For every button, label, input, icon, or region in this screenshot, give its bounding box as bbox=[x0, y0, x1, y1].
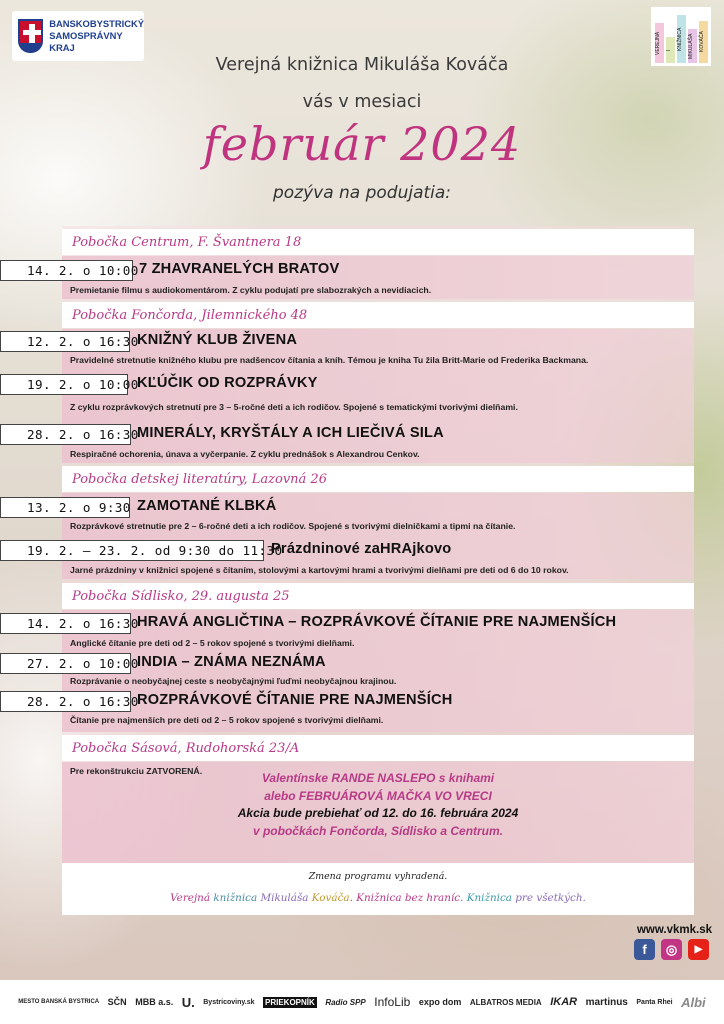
branch-heading-childrens: Pobočka detskej literatúry, Lazovná 26 bbox=[62, 466, 694, 492]
month-title: február 2024 bbox=[202, 117, 522, 171]
sponsors-strip bbox=[0, 980, 724, 1024]
branch-heading-sidlisko: Pobočka Sídlisko, 29. augusta 25 bbox=[62, 583, 694, 609]
sponsor-logo: MBB a.s. bbox=[135, 997, 174, 1007]
event-band bbox=[62, 329, 694, 463]
event-description: Rozprávkové stretnutie pre 2 – 6-ročné deti a ich rodičov. Spojené s tvorivými dielničkami a tipmi na čítanie. bbox=[70, 521, 516, 531]
event-date: 19. 2. o 10:00 bbox=[0, 374, 128, 395]
library-name: Verejná knižnica Mikuláša Kováča bbox=[215, 55, 509, 75]
invite-text: pozýva na podujatia: bbox=[272, 183, 452, 203]
event-description: Rozprávanie o neobyčajnej ceste s neobyčajnými ľuďmi neobyčajnou krajinou. bbox=[70, 676, 397, 686]
event-description: Z cyklu rozprávkových stretnutí pre 3 – 5-ročné deti a ich rodičov. Spojené s tematickými tvorivými dielňami. bbox=[70, 402, 518, 412]
slogan-part: . Knižnica bez hraníc. bbox=[349, 892, 467, 904]
program-note: Zmena programu vyhradená. bbox=[308, 871, 448, 882]
website-link[interactable]: www.vkmk.sk bbox=[636, 924, 712, 936]
sponsor-logo: SČN bbox=[107, 997, 127, 1007]
sponsor-logo: Radio SPP bbox=[325, 997, 366, 1007]
branch-heading-sasova: Pobočka Sásová, Rudohorská 23/A bbox=[62, 735, 694, 761]
sponsor-logo: U. bbox=[181, 994, 195, 1010]
coat-of-arms-icon bbox=[18, 19, 43, 53]
event-title: KNIŽNÝ KLUB ŽIVENA bbox=[137, 332, 298, 348]
sponsor-logo: Albi bbox=[681, 994, 706, 1010]
valentine-promo bbox=[62, 770, 694, 840]
sponsor-logo: InfoLib bbox=[374, 995, 411, 1009]
event-title: MINERÁLY, KRYŠTÁLY A ICH LIEČIVÁ SILA bbox=[137, 425, 444, 441]
region-name-line2: SAMOSPRÁVNY KRAJ bbox=[49, 30, 123, 53]
logo-book-1: VEREJNÁ bbox=[655, 23, 664, 63]
slogan-part: Mikuláša bbox=[260, 892, 312, 904]
instagram-icon[interactable]: ◎ bbox=[661, 939, 682, 960]
event-date: 13. 2. o 9:30 bbox=[0, 497, 130, 518]
event-date: 19. 2. – 23. 2. od 9:30 do 11:30 bbox=[0, 540, 264, 561]
event-date: 27. 2. o 10:00 bbox=[0, 653, 131, 674]
youtube-icon[interactable]: ▶ bbox=[688, 939, 709, 960]
slogan-part: Kováča bbox=[311, 892, 350, 904]
sponsor-logo: Bystricoviny.sk bbox=[203, 998, 255, 1006]
logo-book-2: I bbox=[666, 37, 675, 63]
promo-line4: v pobočkách Fončorda, Sídlisko a Centrum. bbox=[252, 823, 504, 838]
event-description: Anglické čítanie pre deti od 2 – 5 rokov spojené s tvorivými dielňami. bbox=[70, 638, 355, 648]
event-date: 28. 2. o 16:30 bbox=[0, 424, 131, 445]
facebook-icon[interactable]: f bbox=[634, 939, 655, 960]
event-date: 28. 2. o 16:30 bbox=[0, 691, 131, 712]
event-title: 7 ZHAVRANELÝCH BRATOV bbox=[139, 261, 340, 277]
event-title: Prázdninové zaHRAjkovo bbox=[271, 541, 452, 557]
event-title: ROZPRÁVKOVÉ ČÍTANIE PRE NAJMENŠÍCH bbox=[137, 692, 453, 708]
branch-heading-foncorda: Pobočka Fončorda, Jilemnického 48 bbox=[62, 302, 694, 328]
slogan-part: Knižnica bbox=[466, 892, 516, 904]
slogan-part: Verejná bbox=[170, 892, 214, 904]
event-date: 12. 2. o 16:30 bbox=[0, 331, 130, 352]
closed-notice: Pre rekonštrukciu ZATVORENÁ. bbox=[70, 766, 203, 776]
event-description: Premietanie filmu s audiokomentárom. Z cyklu podujatí pre slabozrakých a nevidiacich. bbox=[70, 285, 432, 295]
event-date: 14. 2. o 10:00 bbox=[0, 260, 133, 281]
month-intro: vás v mesiaci bbox=[302, 92, 422, 112]
event-title: INDIA – ZNÁMA NEZNÁMA bbox=[137, 654, 326, 670]
sponsor-logo: PRIEKOPNÍK bbox=[265, 997, 315, 1007]
sponsor-logo: expo dom bbox=[418, 997, 462, 1007]
logo-book-4: MIKULÁŠA bbox=[688, 29, 697, 63]
event-description: Respiračné ochorenia, únava a vyčerpanie. Z cyklu prednášok s Alexandrou Cenkov. bbox=[70, 449, 420, 459]
promo-line2: alebo FEBRUÁROVÁ MAČKA VO VRECI bbox=[264, 788, 492, 803]
logo-book-3: KNIŽNICA bbox=[677, 15, 686, 63]
region-name-line1: BANSKOBYSTRICKÝ bbox=[49, 18, 144, 29]
event-description: Jarné prázdniny v knižnici spojené s čítaním, stolovými a kartovými hrami a tvorivými dielňami pre deti od 6 do 10 rokov. bbox=[70, 565, 569, 575]
event-description: Pravidelné stretnutie knižného klubu pre nadšencov čítania a kníh. Témou je kniha Tu žila Britt-Marie od Frederika Backmana. bbox=[70, 355, 589, 365]
sponsor-logo: martinus bbox=[585, 996, 628, 1008]
sponsor-logo: IKAR bbox=[550, 996, 578, 1008]
promo-line1: Valentínske RANDE NASLEPO s knihami bbox=[261, 771, 495, 785]
promo-line3: Akcia bude prebiehať od 12. do 16. februára 2024 bbox=[237, 806, 519, 820]
logo-book-5: KOVÁČA bbox=[699, 21, 708, 63]
event-title: ZAMOTANÉ KLBKÁ bbox=[137, 498, 277, 514]
slogan-part: knižnica bbox=[213, 892, 261, 904]
sponsor-logo: Panta Rhei bbox=[636, 998, 673, 1006]
sponsor-logo: ALBATROS MEDIA bbox=[469, 997, 542, 1007]
event-title: KĽÚČIK OD ROZPRÁVKY bbox=[137, 375, 318, 391]
library-slogan bbox=[62, 892, 694, 904]
branch-heading-centrum: Pobočka Centrum, F. Švantnera 18 bbox=[62, 229, 694, 255]
event-description: Čítanie pre najmenších pre deti od 2 – 5 rokov spojené s tvorivými dielňami. bbox=[70, 715, 384, 725]
sponsor-logo: MESTO BANSKÁ BYSTRICA bbox=[18, 999, 100, 1005]
bbsk-logo bbox=[12, 11, 144, 61]
event-date: 14. 2. o 16:30 bbox=[0, 613, 131, 634]
slogan-part: pre všetkých. bbox=[515, 892, 586, 904]
event-title: HRAVÁ ANGLIČTINA – ROZPRÁVKOVÉ ČÍTANIE PRE NAJMENŠÍCH bbox=[137, 614, 617, 630]
